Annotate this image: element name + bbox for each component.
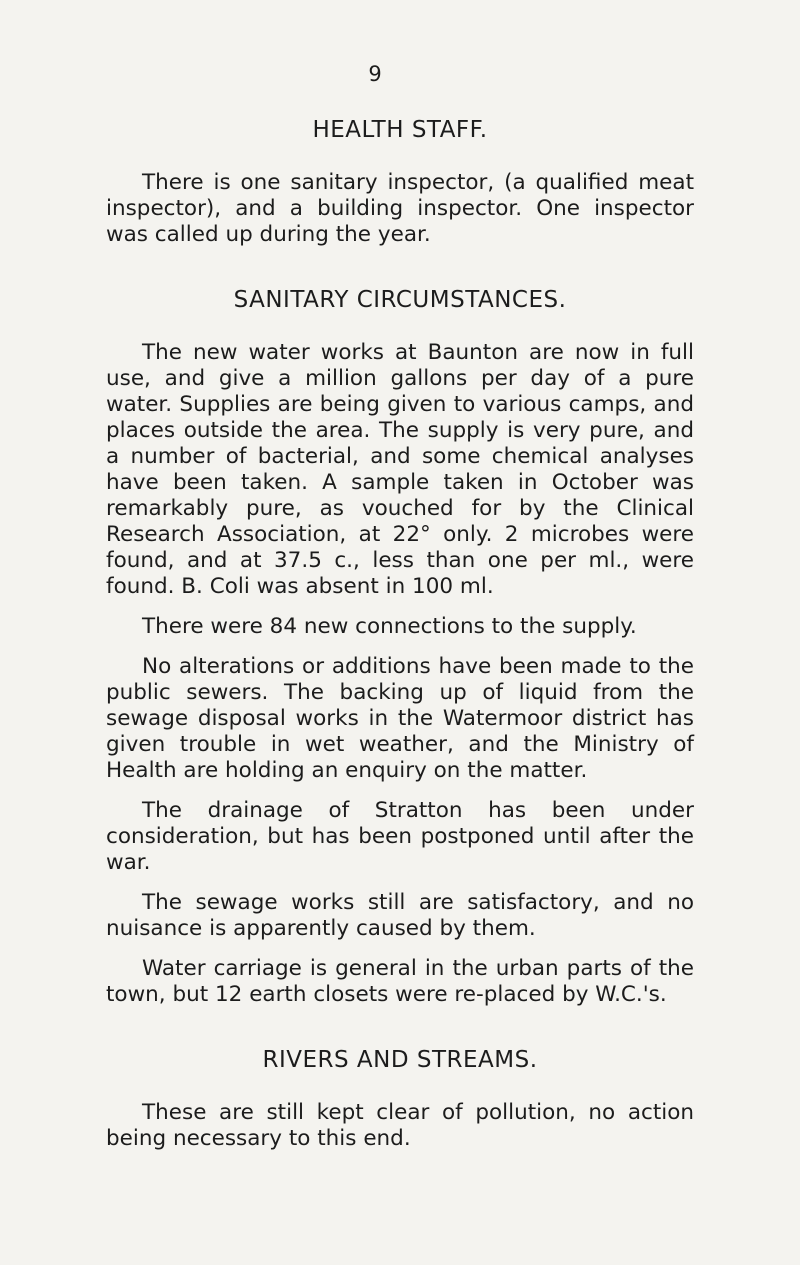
section-heading-sanitary-circumstances: SANITARY CIRCUMSTANCES. bbox=[233, 287, 567, 313]
paragraph: The sewage works still are satisfactory, and no nuisance is apparently caused by them. bbox=[106, 890, 694, 941]
text-column bbox=[106, 112, 694, 1166]
section-spacer bbox=[106, 1022, 694, 1042]
paragraph: There were 84 new connections to the supply. bbox=[142, 614, 637, 639]
paragraph: No alterations or additions have been made to the public sewers. The backing up of liquid from the sewage disposal works in the Watermoor district has given trouble in wet weather, and the Ministry of Health are holding an enquiry on the matter. bbox=[106, 654, 694, 783]
paragraph: The drainage of Stratton has been under consideration, but has been postponed until after the war. bbox=[106, 798, 694, 875]
paragraph: There is one sanitary inspector, (a qualified meat inspector), and a building inspector. One inspector was called up during the year. bbox=[106, 170, 694, 247]
paragraph: Water carriage is general in the urban parts of the town, but 12 earth closets were re-placed by W.C.'s. bbox=[106, 956, 694, 1007]
page-number: 9 bbox=[368, 62, 382, 86]
section-sanitary-circumstances bbox=[106, 282, 694, 1008]
paragraph: These are still kept clear of pollution, no action being necessary to this end. bbox=[106, 1100, 694, 1151]
section-heading-health-staff: HEALTH STAFF. bbox=[312, 117, 488, 143]
section-health-staff bbox=[106, 112, 694, 248]
section-spacer bbox=[106, 262, 694, 282]
paragraph: The new water works at Baunton are now in full use, and give a million gallons per day of a pure water. Supplies are being given to various camps, and places outside the area. The supply is very pure, and a number of bacterial, and some chemical analyses have been taken. A sample taken in October was remarkably pure, as vouched for by the Clinical Research Association, at 22° only. 2 microbes were found, and at 37.5 c., less than one per ml., were found. B. Coli was absent in 100 ml. bbox=[106, 340, 694, 599]
section-rivers-and-streams bbox=[106, 1042, 694, 1152]
section-heading-rivers-and-streams: RIVERS AND STREAMS. bbox=[262, 1047, 538, 1073]
